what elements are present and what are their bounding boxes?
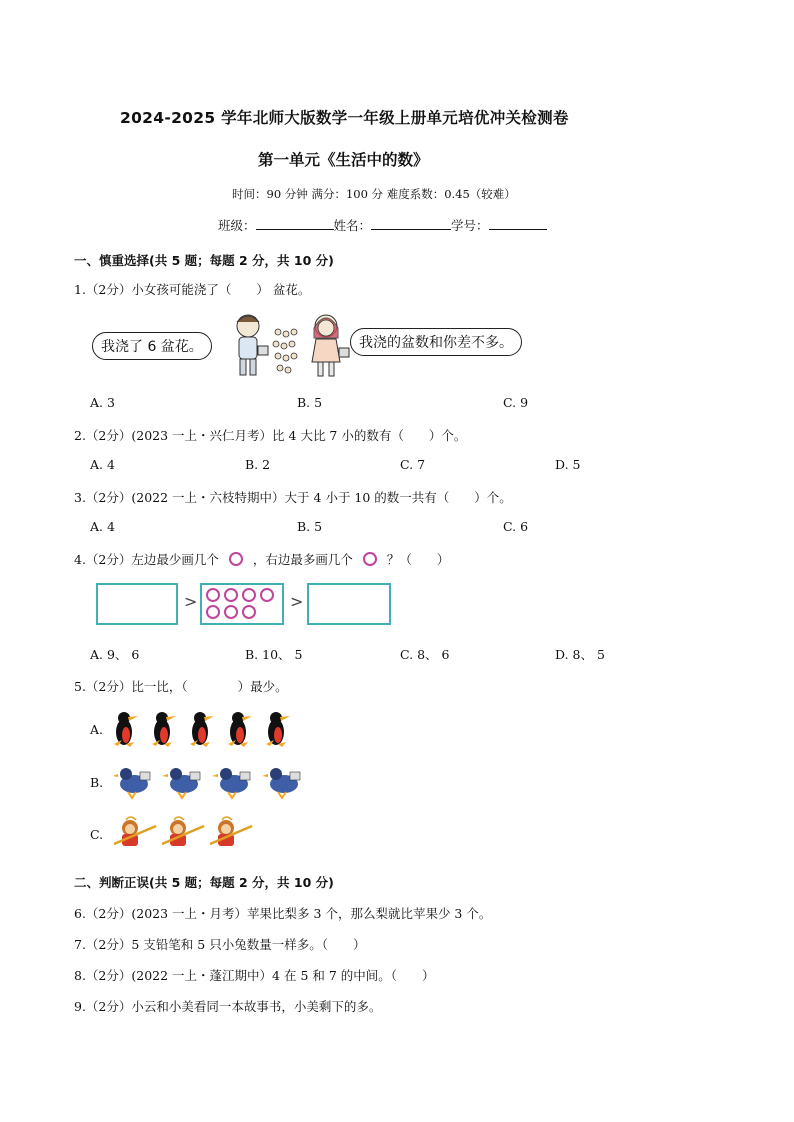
middle-circles-box — [200, 583, 284, 625]
circle-icon — [224, 588, 238, 602]
page-title: 2024-2025 学年北师大版数学一年级上册单元培优冲关检测卷 — [120, 109, 569, 127]
question-4 — [74, 550, 449, 568]
circle-icon — [242, 605, 256, 619]
name-label: 姓名： — [333, 218, 372, 233]
right-empty-box[interactable] — [307, 583, 391, 625]
question-7: 7.（2分）5 支铅笔和 5 只小兔数量一样多。（ ） — [74, 937, 366, 952]
class-label: 班级： — [218, 218, 256, 233]
class-field[interactable] — [256, 217, 334, 230]
circle-icon — [224, 605, 238, 619]
q1-option-a[interactable]: A. 3 — [90, 395, 115, 410]
number-label: 学号： — [451, 218, 489, 233]
q4-text-part1: 4.（2分）左边最少画几个 — [74, 552, 219, 567]
q3-option-b[interactable]: B. 5 — [297, 519, 323, 534]
q4-option-b[interactable]: B. 10、 5 — [245, 647, 303, 662]
greater-than-sign-2: > — [290, 592, 304, 611]
left-empty-box[interactable] — [96, 583, 178, 625]
q4-option-a[interactable]: A. 9、 6 — [90, 647, 140, 662]
circle-icon — [260, 588, 274, 602]
section-heading-choice: 一、慎重选择(共 5 题；每题 2 分，共 10 分) — [74, 253, 334, 268]
q5-option-c-label[interactable]: C. — [90, 827, 104, 842]
q2-option-b[interactable]: B. 2 — [245, 457, 271, 472]
circle-icon — [242, 588, 256, 602]
circle-icon — [206, 588, 220, 602]
question-8: 8.（2分）(2022 一上・蓬江期中）4 在 5 和 7 的中间。（ ） — [74, 968, 435, 983]
name-field[interactable] — [371, 217, 451, 230]
question-2: 2.（2分）(2023 一上・兴仁月考）比 4 大比 7 小的数有（ ）个。 — [74, 428, 467, 443]
q5-option-b-label[interactable]: B. — [90, 775, 104, 790]
exam-meta: 时间：90 分钟 满分：100 分 难度系数：0.45（较难） — [232, 187, 516, 201]
question-9: 9.（2分）小云和小美看同一本故事书，小美剩下的多。 — [74, 999, 382, 1014]
greater-than-sign-1: > — [184, 592, 198, 611]
q3-option-a[interactable]: A. 4 — [90, 519, 115, 534]
q4-text-part2: ，右边最多画几个 — [252, 552, 353, 567]
number-field[interactable] — [489, 217, 547, 230]
q2-option-a[interactable]: A. 4 — [90, 457, 115, 472]
circle-icon — [229, 552, 243, 566]
unit-subtitle: 第一单元《生活中的数》 — [258, 151, 429, 169]
q1-option-c[interactable]: C. 9 — [503, 395, 529, 410]
q1-option-b[interactable]: B. 5 — [297, 395, 323, 410]
children-watering-illustration — [226, 312, 354, 384]
q4-text-part3: ？（ ） — [386, 552, 450, 567]
q2-option-d[interactable]: D. 5 — [555, 457, 581, 472]
q5-option-a-label[interactable]: A. — [90, 722, 104, 737]
question-3: 3.（2分）(2022 一上・六枝特期中）大于 4 小于 10 的数一共有（ ）个。 — [74, 490, 512, 505]
monkey-king-row-icons — [112, 814, 272, 850]
q4-option-c[interactable]: C. 8、 6 — [400, 647, 450, 662]
q3-option-c[interactable]: C. 6 — [503, 519, 529, 534]
q4-option-d[interactable]: D. 8、 5 — [555, 647, 605, 662]
speech-bubble-girl: 我浇的盆数和你差不多。 — [350, 328, 522, 356]
circle-icon — [363, 552, 377, 566]
speech-bubble-boy: 我浇了 6 盆花。 — [92, 332, 212, 360]
question-5: 5.（2分）比一比，（ ）最少。 — [74, 679, 288, 694]
circle-icon — [206, 605, 220, 619]
duck-row-icons — [114, 762, 314, 800]
student-info-row — [218, 216, 547, 234]
question-1: 1.（2分）小女孩可能浇了（ ） 盆花。 — [74, 282, 311, 297]
question-6: 6.（2分）(2023 一上・月考）苹果比梨多 3 个，那么梨就比苹果少 3 个。 — [74, 906, 492, 921]
q2-option-c[interactable]: C. 7 — [400, 457, 426, 472]
section-heading-judgment: 二、判断正误(共 5 题；每题 2 分，共 10 分) — [74, 875, 334, 890]
penguin-row-icons — [108, 710, 298, 750]
